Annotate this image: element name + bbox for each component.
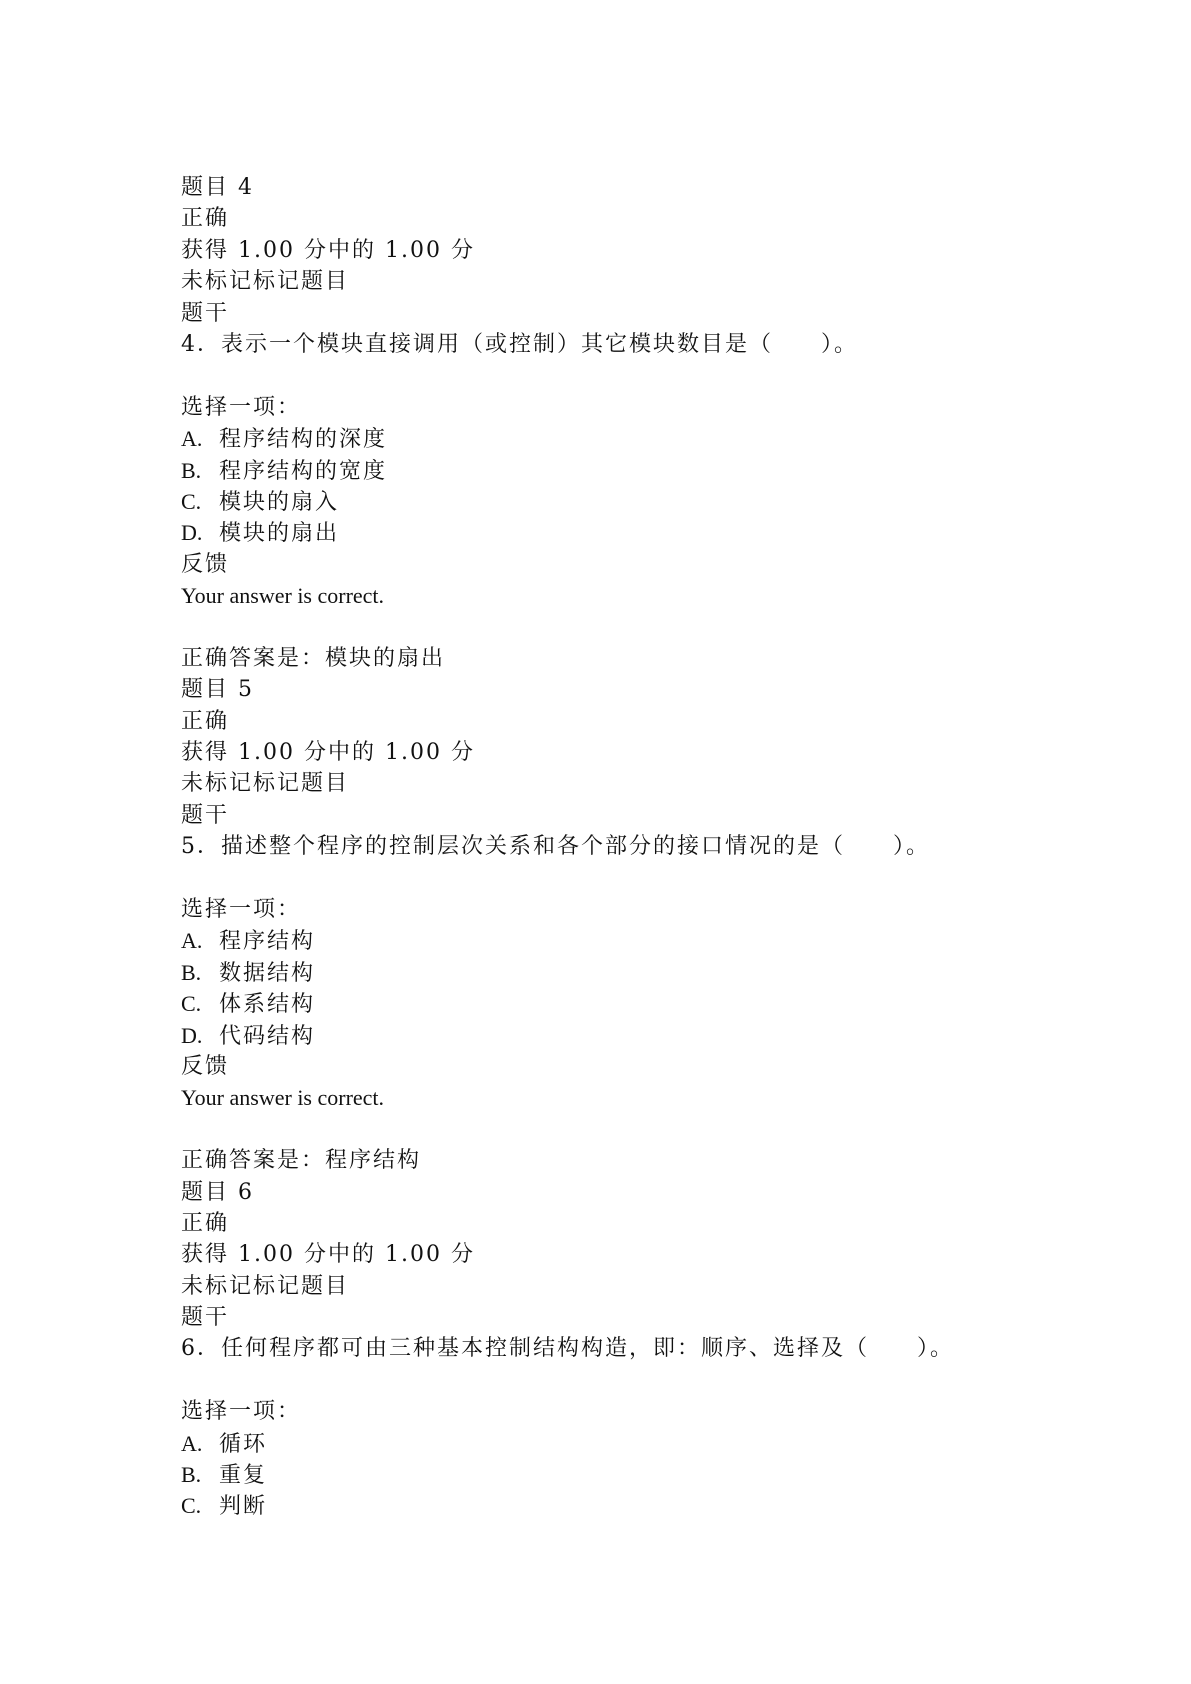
feedback-text: Your answer is correct.	[181, 583, 385, 609]
question-score: 获得 1.00 分中的 1.00 分	[181, 237, 475, 263]
flag-question-link[interactable]: 未标记标记题目	[181, 1273, 350, 1299]
choose-label: 选择一项：	[181, 1399, 302, 1425]
option-b[interactable]	[181, 455, 1141, 486]
choose-label: 选择一项：	[181, 896, 302, 922]
question-block	[181, 1177, 1141, 1522]
option-letter: C.	[181, 991, 202, 1017]
flag-question-link[interactable]: 未标记标记题目	[181, 771, 350, 797]
option-c[interactable]	[181, 1490, 1141, 1521]
document-page	[181, 172, 1141, 1522]
stem-label: 题干	[181, 300, 230, 326]
feedback-label: 反馈	[181, 1053, 230, 1079]
question-block	[181, 674, 1141, 1176]
option-letter: C.	[181, 488, 202, 514]
question-score: 获得 1.00 分中的 1.00 分	[181, 740, 475, 766]
option-c[interactable]	[181, 988, 1141, 1019]
option-text: 模块的扇出	[219, 521, 340, 547]
option-text: 重复	[219, 1463, 268, 1489]
question-title: 题目 4	[181, 175, 254, 200]
stem-label: 题干	[181, 1305, 230, 1331]
question-status: 正确	[181, 1210, 230, 1236]
choose-label: 选择一项：	[181, 394, 302, 420]
option-letter: D.	[181, 520, 203, 546]
question-stem: 6．任何程序都可由三种基本控制结构构造，即：顺序、选择及（ ）。	[181, 1336, 954, 1362]
option-letter: B.	[181, 1462, 202, 1488]
option-text: 程序结构的宽度	[219, 458, 388, 484]
option-text: 程序结构	[219, 929, 316, 955]
option-letter: A.	[181, 426, 203, 452]
option-b[interactable]	[181, 957, 1141, 988]
option-letter: B.	[181, 457, 202, 483]
option-letter: A.	[181, 928, 203, 954]
option-text: 体系结构	[219, 992, 316, 1018]
option-a[interactable]	[181, 423, 1141, 454]
feedback-label: 反馈	[181, 551, 230, 577]
question-status: 正确	[181, 206, 230, 232]
option-c[interactable]	[181, 486, 1141, 517]
option-a[interactable]	[181, 1428, 1141, 1459]
option-text: 判断	[219, 1494, 268, 1520]
question-stem: 5．描述整个程序的控制层次关系和各个部分的接口情况的是（ ）。	[181, 834, 930, 860]
option-d[interactable]	[181, 517, 1141, 548]
question-status: 正确	[181, 708, 230, 734]
stem-label: 题干	[181, 802, 230, 828]
question-score: 获得 1.00 分中的 1.00 分	[181, 1242, 475, 1268]
option-d[interactable]	[181, 1020, 1141, 1051]
option-letter: D.	[181, 1022, 203, 1048]
question-stem: 4．表示一个模块直接调用（或控制）其它模块数目是（ ）。	[181, 331, 858, 357]
option-text: 数据结构	[219, 960, 316, 986]
question-block	[181, 172, 1141, 674]
option-letter: A.	[181, 1430, 203, 1456]
question-title: 题目 5	[181, 677, 254, 703]
option-text: 模块的扇入	[219, 489, 340, 515]
option-text: 代码结构	[219, 1023, 316, 1049]
question-title: 题目 6	[181, 1179, 254, 1205]
option-b[interactable]	[181, 1459, 1141, 1490]
option-text: 循环	[219, 1431, 268, 1457]
option-a[interactable]	[181, 925, 1141, 956]
option-letter: C.	[181, 1493, 202, 1519]
correct-answer: 正确答案是：模块的扇出	[181, 645, 446, 671]
feedback-text: Your answer is correct.	[181, 1085, 385, 1111]
correct-answer: 正确答案是：程序结构	[181, 1148, 422, 1174]
option-text: 程序结构的深度	[219, 427, 388, 453]
flag-question-link[interactable]: 未标记标记题目	[181, 269, 350, 295]
option-letter: B.	[181, 959, 202, 985]
